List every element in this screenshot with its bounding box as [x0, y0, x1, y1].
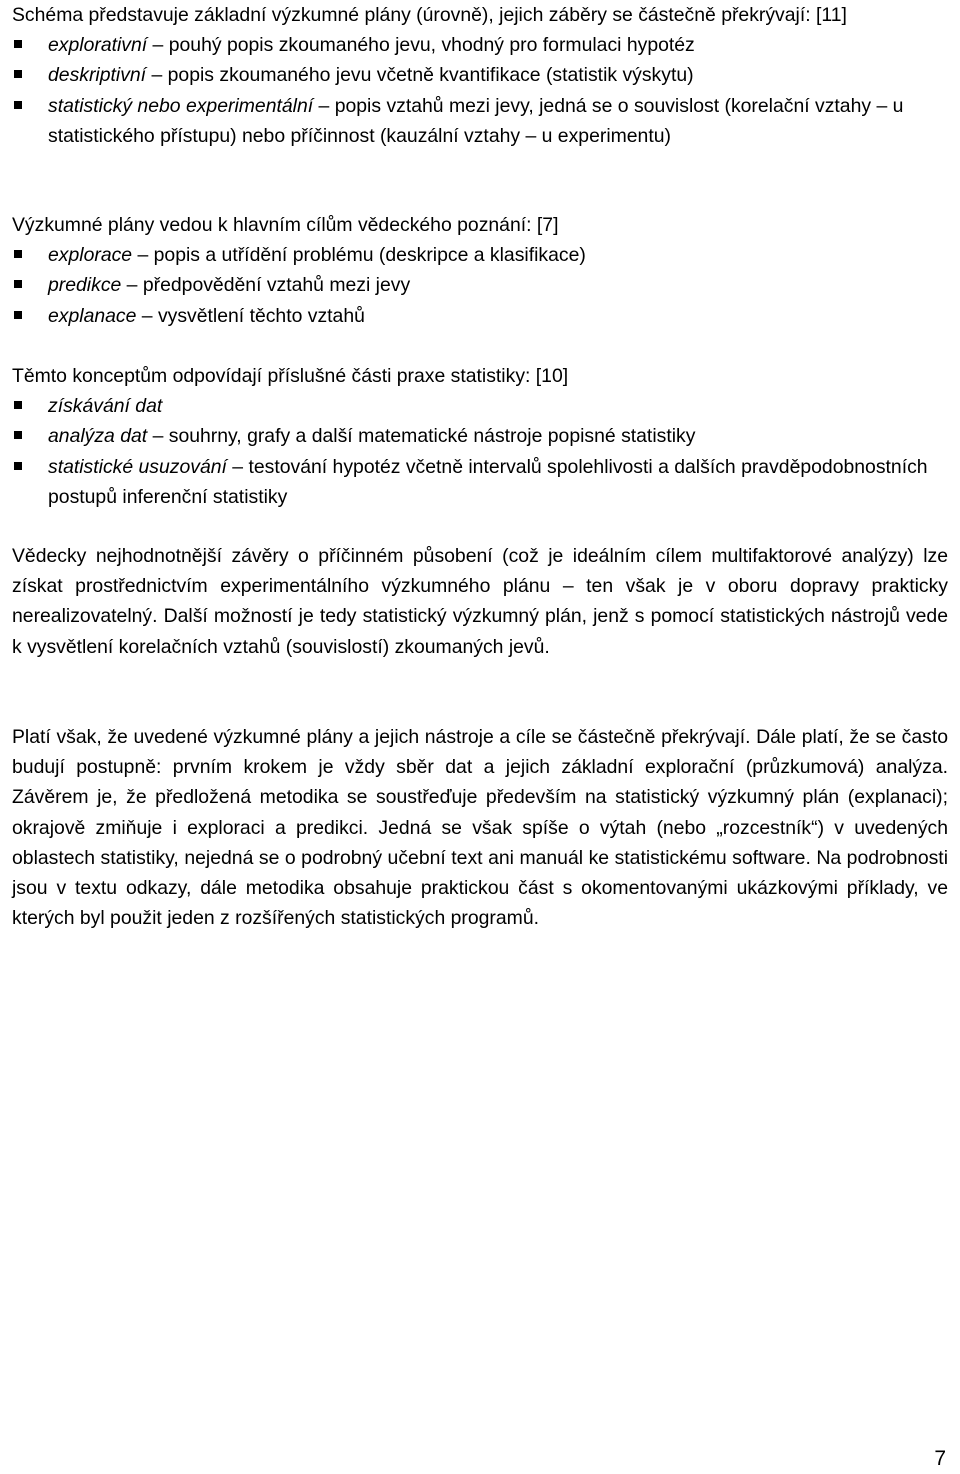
square-bullet-icon	[14, 280, 22, 288]
scientific-goals-section	[12, 210, 948, 331]
statistics-practice-list	[12, 391, 948, 512]
research-plans-list	[12, 30, 948, 151]
list-item-term: získávání dat	[48, 395, 163, 418]
body-paragraph: Platí však, že uvedené výzkumné plány a jejich nástroje a cíle se částečně překrývají. Dále platí, že se často budují postupně: prvním krokem je vždy sběr dat a jejich základní explorační (průzkumová) analýza. Závěrem je, že předložená metodika se soustřeďuje především na statistický výzkumný plán (explanaci); okrajově zmiňuje i exploraci a predikci. Jedná se však spíše o výtah (nebo „rozcestník“) v uvedených oblastech statistiky, nejedná se o podrobný učební text ani manuál ke statistickému software. Na podrobnosti jsou v textu odkazy, dále metodika obsahuje praktickou část s okomentovanými ukázkovými příklady, ve kterých byl použit jeden z rozšířených statistických programů.	[12, 726, 948, 930]
list-item	[12, 421, 948, 451]
square-bullet-icon	[14, 101, 22, 109]
conclusions-paragraph-block	[12, 541, 948, 662]
square-bullet-icon	[14, 70, 22, 78]
list-item-term: predikce	[48, 274, 122, 297]
statistics-practice-section	[12, 361, 948, 512]
square-bullet-icon	[14, 431, 22, 439]
list-item	[12, 270, 948, 300]
list-item-text: – popis a utřídění problému (deskripce a klasifikace)	[132, 244, 586, 267]
list-item-term: analýza dat	[48, 425, 148, 448]
list-item-term: statistické usuzování	[48, 455, 227, 478]
list-item	[12, 391, 948, 421]
list-item-term: explanace	[48, 304, 137, 327]
body-paragraph: Vědecky nejhodnotnější závěry o příčinném působení (což je ideálním cílem multifaktorové analýzy) lze získat prostřednictvím experimentálního výzkumného plánu – ten však je v oboru dopravy prakticky nerealizovatelný. Další možností je tedy statistický výzkumný plán, jenž s pomocí statistických nástrojů vede k vysvětlení korelačních vztahů (souvislostí) zkoumaných jevů.	[12, 545, 948, 658]
list-item-text: – popis zkoumaného jevu včetně kvantifikace (statistik výskytu)	[146, 64, 694, 87]
square-bullet-icon	[14, 40, 22, 48]
overlap-paragraph-block	[12, 722, 948, 933]
square-bullet-icon	[14, 250, 22, 258]
square-bullet-icon	[14, 311, 22, 319]
list-item-text: – pouhý popis zkoumaného jevu, vhodný pro formulaci hypotéz	[147, 34, 695, 57]
list-item-term: explorativní	[48, 34, 148, 57]
scientific-goals-list	[12, 240, 948, 331]
list-item	[12, 240, 948, 270]
section-intro: Výzkumné plány vedou k hlavním cílům vědeckého poznání: [7]	[12, 214, 559, 236]
research-plans-section	[12, 0, 948, 151]
section-intro: Těmto konceptům odpovídají příslušné části praxe statistiky: [10]	[12, 365, 569, 387]
section-intro: Schéma představuje základní výzkumné plány (úrovně), jejich záběry se částečně překrývají: [11]	[12, 4, 847, 26]
list-item-term: statistický nebo experimentální	[48, 94, 314, 117]
list-item-term: explorace	[48, 244, 133, 267]
document-page	[12, 0, 948, 1474]
list-item-text: – popis vztahů mezi jevy, jedná se o souvislost (korelační vztahy – u statistického přístupu) nebo příčinnost (kauzální vztahy – u experimentu)	[48, 94, 904, 147]
list-item	[12, 301, 948, 331]
list-item	[12, 60, 948, 90]
list-item-text: – předpovědění vztahů mezi jevy	[121, 274, 411, 297]
list-item-text: – souhrny, grafy a další matematické nástroje popisné statistiky	[147, 425, 696, 448]
list-item	[12, 91, 948, 151]
list-item-text: – vysvětlení těchto vztahů	[136, 304, 365, 327]
page-number: 7	[934, 1447, 946, 1470]
square-bullet-icon	[14, 401, 22, 409]
list-item-text: – testování hypotéz včetně intervalů spolehlivosti a dalších pravděpodobnostních postupů inferenční statistiky	[48, 455, 928, 508]
square-bullet-icon	[14, 462, 22, 470]
list-item	[12, 30, 948, 60]
list-item	[12, 452, 948, 512]
list-item-term: deskriptivní	[48, 64, 147, 87]
